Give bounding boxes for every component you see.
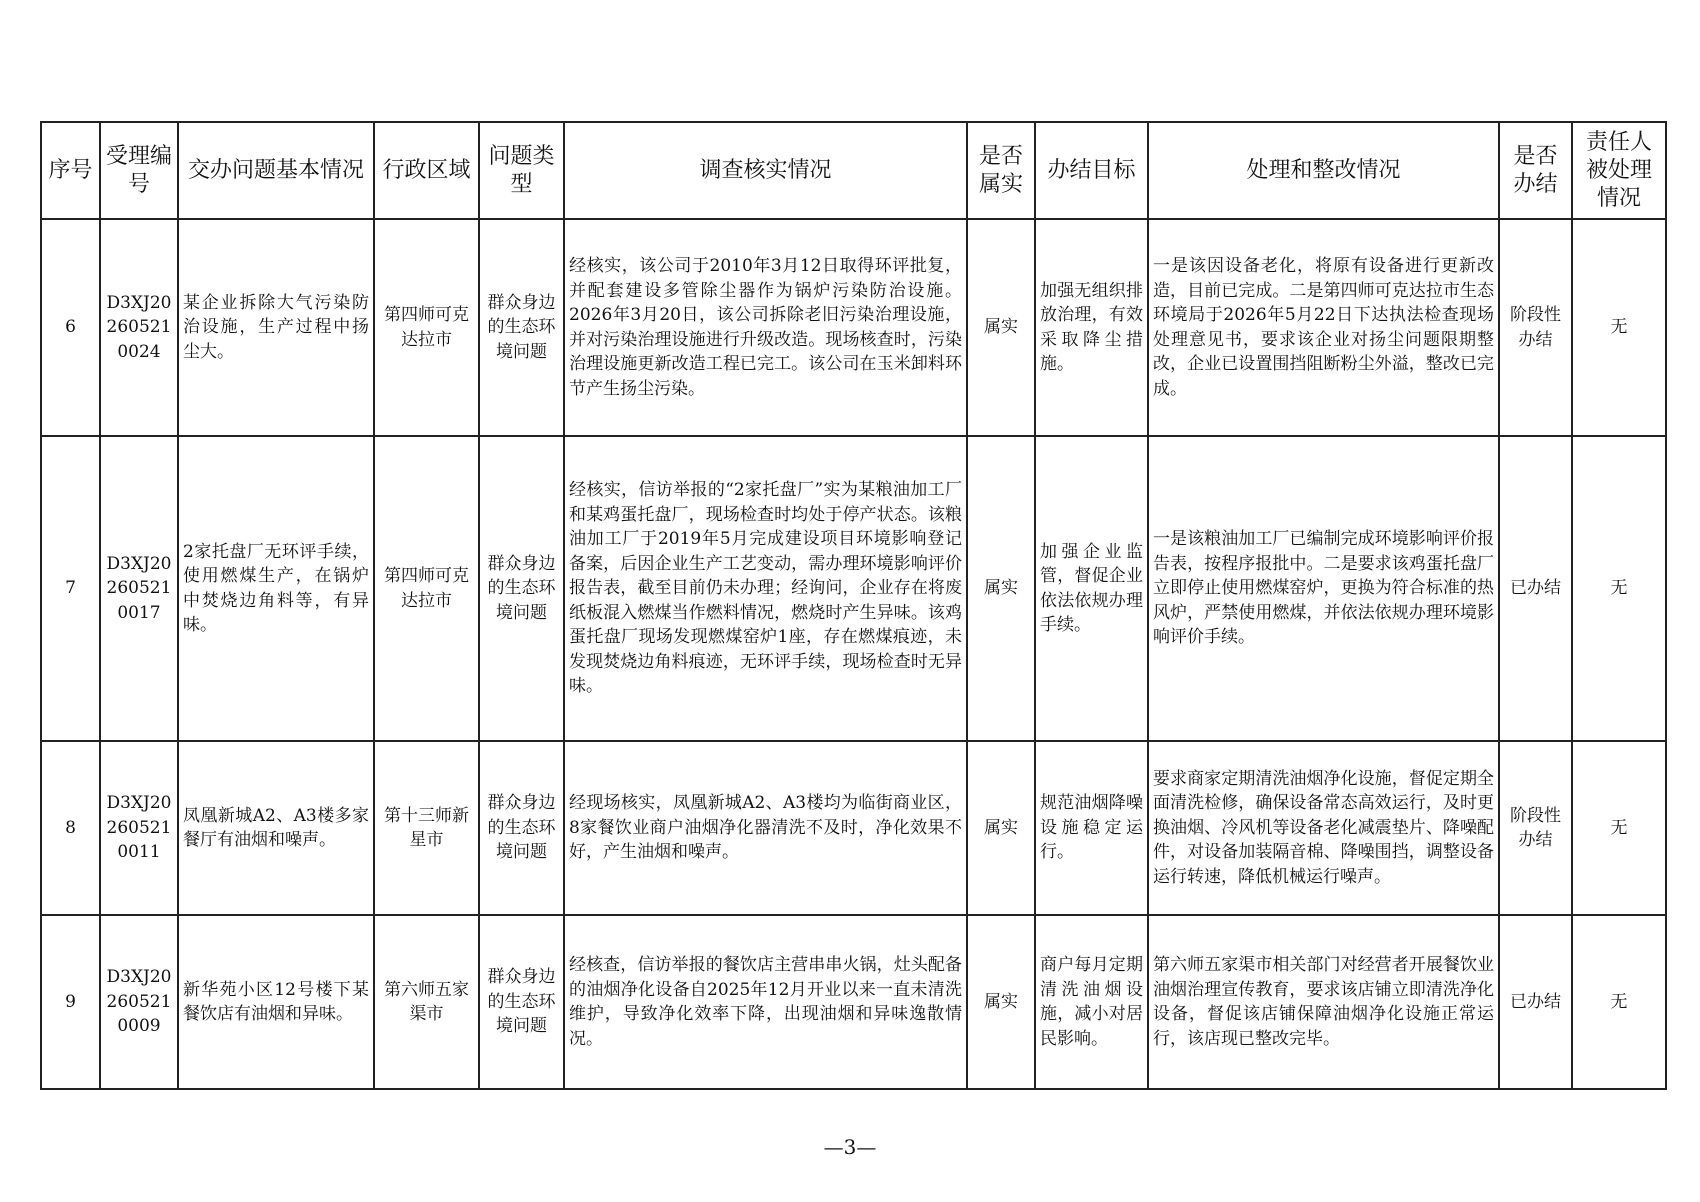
- cell-code: D3XJ202605210009: [100, 915, 178, 1089]
- cell-investigation: 经核查，信访举报的餐饮店主营串串火锅，灶头配备的油烟净化设备自2025年12月开业以来一直未清洗维护，导致净化效率下降，出现油烟和异味逸散情况。: [564, 915, 967, 1089]
- cell-type: 群众身边的生态环境问题: [479, 741, 564, 915]
- cell-issue: 凤凰新城A2、A3楼多家餐厅有油烟和噪声。: [178, 741, 374, 915]
- cell-code: D3XJ202605210024: [100, 219, 178, 436]
- header-goal: 办结目标: [1035, 122, 1148, 219]
- cell-type: 群众身边的生态环境问题: [479, 915, 564, 1089]
- cell-type: 群众身边的生态环境问题: [479, 436, 564, 741]
- cell-true: 属实: [967, 741, 1035, 915]
- table-row: [41, 915, 1666, 1089]
- cell-punish: 无: [1572, 219, 1666, 436]
- cell-type: 群众身边的生态环境问题: [479, 219, 564, 436]
- table-row: [41, 219, 1666, 436]
- cell-done: 阶段性办结: [1499, 741, 1572, 915]
- cell-region: 第六师五家渠市: [374, 915, 479, 1089]
- table-row: [41, 436, 1666, 741]
- cell-region: 第四师可克达拉市: [374, 219, 479, 436]
- cell-region: 第十三师新星市: [374, 741, 479, 915]
- header-true: 是否属实: [967, 122, 1035, 219]
- cell-investigation: 经核实，该公司于2010年3月12日取得环评批复，并配套建设多管除尘器作为锅炉污染防治设施。2026年3月20日，该公司拆除老旧污染治理设施，并对污染治理设施进行升级改造。现场核查时，污染治理设施更新改造工程已完工。该公司在玉米卸料环节产生扬尘污染。: [564, 219, 967, 436]
- cell-true: 属实: [967, 219, 1035, 436]
- cell-punish: 无: [1572, 741, 1666, 915]
- cell-punish: 无: [1572, 436, 1666, 741]
- cell-punish: 无: [1572, 915, 1666, 1089]
- cell-handling: 第六师五家渠市相关部门对经营者开展餐饮业油烟治理宣传教育，要求该店铺立即清洗净化设备，督促该店铺保障油烟净化设施正常运行，该店现已整改完毕。: [1148, 915, 1499, 1089]
- header-handling: 处理和整改情况: [1148, 122, 1499, 219]
- cell-handling: 要求商家定期清洗油烟净化设施，督促定期全面清洗检修，确保设备常态高效运行，及时更换油烟、冷风机等设备老化减震垫片、降噪配件，对设备加装隔音棉、降噪围挡，调整设备运行转速，降低机械运行噪声。: [1148, 741, 1499, 915]
- cell-code: D3XJ202605210017: [100, 436, 178, 741]
- cell-goal: 加强无组织排放治理，有效采取降尘措施。: [1035, 219, 1148, 436]
- header-type: 问题类型: [479, 122, 564, 219]
- header-issue: 交办问题基本情况: [178, 122, 374, 219]
- cell-issue: 某企业拆除大气污染防治设施，生产过程中扬尘大。: [178, 219, 374, 436]
- cell-goal: 商户每月定期清洗油烟设施，减小对居民影响。: [1035, 915, 1148, 1089]
- cell-no: 6: [41, 219, 100, 436]
- header-no: 序号: [41, 122, 100, 219]
- cell-done: 已办结: [1499, 915, 1572, 1089]
- page-number: —3—: [823, 1135, 877, 1159]
- cell-handling: 一是该粮油加工厂已编制完成环境影响评价报告表，按程序报批中。二是要求该鸡蛋托盘厂立即停止使用燃煤窑炉，更换为符合标准的热风炉，严禁使用燃煤，并依法依规办理环境影响评价手续。: [1148, 436, 1499, 741]
- cell-investigation: 经核实，信访举报的“2家托盘厂”实为某粮油加工厂和某鸡蛋托盘厂，现场检查时均处于停产状态。该粮油加工厂于2019年5月完成建设项目环境影响登记备案，后因企业生产工艺变动，需办理环境影响评价报告表，截至目前仍未办理；经询问，企业存在将废纸板混入燃煤当作燃料情况，燃烧时产生异味。该鸡蛋托盘厂现场发现燃煤窑炉1座，存在燃煤痕迹，未发现焚烧边角料痕迹，无环评手续，现场检查时无异味。: [564, 436, 967, 741]
- cell-issue: 2家托盘厂无环评手续，使用燃煤生产，在锅炉中焚烧边角料等，有异味。: [178, 436, 374, 741]
- cell-handling: 一是该因设备老化，将原有设备进行更新改造，目前已完成。二是第四师可克达拉市生态环境局于2026年5月22日下达执法检查现场处理意见书，要求该企业对扬尘问题限期整改，企业已设置围挡阻断粉尘外溢，整改已完成。: [1148, 219, 1499, 436]
- complaint-table-sheet: [40, 121, 1665, 1090]
- header-investigation: 调查核实情况: [564, 122, 967, 219]
- cell-goal: 规范油烟降噪设施稳定运行。: [1035, 741, 1148, 915]
- cell-no: 7: [41, 436, 100, 741]
- header-region: 行政区域: [374, 122, 479, 219]
- cell-done: 阶段性办结: [1499, 219, 1572, 436]
- header-done: 是否办结: [1499, 122, 1572, 219]
- cell-code: D3XJ202605210011: [100, 741, 178, 915]
- cell-no: 8: [41, 741, 100, 915]
- cell-region: 第四师可克达拉市: [374, 436, 479, 741]
- table-header-row: [41, 122, 1666, 219]
- table-row: [41, 741, 1666, 915]
- complaint-table: [40, 121, 1667, 1090]
- cell-investigation: 经现场核实，凤凰新城A2、A3楼均为临街商业区，8家餐饮业商户油烟净化器清洗不及时，净化效果不好，产生油烟和噪声。: [564, 741, 967, 915]
- cell-true: 属实: [967, 915, 1035, 1089]
- cell-true: 属实: [967, 436, 1035, 741]
- header-punish: 责任人被处理情况: [1572, 122, 1666, 219]
- cell-goal: 加强企业监管，督促企业依法依规办理手续。: [1035, 436, 1148, 741]
- cell-done: 已办结: [1499, 436, 1572, 741]
- cell-no: 9: [41, 915, 100, 1089]
- header-code: 受理编号: [100, 122, 178, 219]
- cell-issue: 新华苑小区12号楼下某餐饮店有油烟和异味。: [178, 915, 374, 1089]
